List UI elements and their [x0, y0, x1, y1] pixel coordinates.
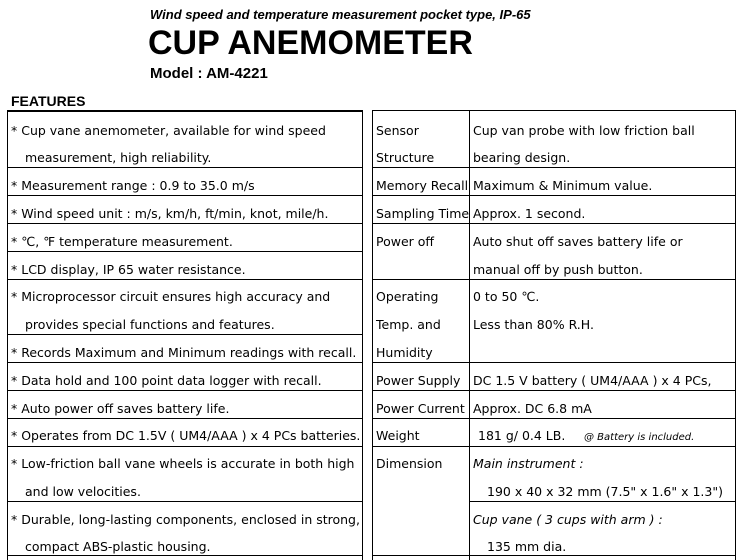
feature-item: * Low-friction ball vane wheels is accurate in both high	[11, 456, 355, 471]
spec-label: Power off	[376, 234, 435, 249]
spec-label: Memory Recall	[376, 178, 469, 193]
feature-item-continuation: provides special functions and features.	[25, 317, 275, 332]
model-number: Model : AM-4221	[150, 65, 268, 82]
specs-row-divider	[372, 446, 736, 447]
spec-label: Sensor	[376, 123, 419, 138]
features-table-top-border	[7, 110, 363, 112]
spec-label: Temp. and	[376, 317, 441, 332]
page-subtitle: Wind speed and temperature measurement pocket type, IP-65	[150, 7, 531, 22]
spec-value: DC 1.5 V battery ( UM4/AAA ) x 4 PCs,	[473, 373, 712, 388]
spec-value: manual off by push button.	[473, 262, 643, 277]
features-row-divider	[7, 418, 363, 419]
specs-row-divider	[372, 555, 736, 556]
features-row-divider	[7, 195, 363, 196]
spec-value: Approx. 1 second.	[473, 206, 586, 221]
feature-item: * Records Maximum and Minimum readings with recall.	[11, 345, 357, 360]
spec-label: Weight	[376, 428, 420, 443]
spec-note: @ Battery is included.	[584, 432, 695, 443]
spec-value: bearing design.	[473, 150, 571, 165]
specs-table-top-border	[372, 110, 736, 111]
feature-item: * Microprocessor circuit ensures high accuracy and	[11, 289, 331, 304]
feature-item-continuation: and low velocities.	[25, 484, 141, 499]
features-row-divider	[7, 555, 363, 556]
spec-value: 0 to 50 ℃.	[473, 289, 540, 304]
feature-item: * Measurement range : 0.9 to 35.0 m/s	[11, 178, 255, 193]
spec-label: Operating	[376, 289, 439, 304]
page-title: CUP ANEMOMETER	[148, 24, 473, 62]
spec-value: Cup vane ( 3 cups with arm ) :	[473, 512, 663, 527]
specs-table-right-border	[735, 110, 736, 560]
feature-item: * ℃, ℉ temperature measurement.	[11, 234, 233, 249]
spec-value: Approx. DC 6.8 mA	[473, 401, 592, 416]
feature-item: * Durable, long-lasting components, enclosed in strong,	[11, 512, 360, 527]
spec-value: Maximum & Minimum value.	[473, 178, 653, 193]
spec-label: Sampling Time	[376, 206, 470, 221]
spec-label: Power Current	[376, 401, 465, 416]
features-row-divider	[7, 223, 363, 224]
features-row-divider	[7, 446, 363, 447]
specs-row-divider	[372, 418, 736, 419]
features-row-divider	[7, 251, 363, 252]
specs-row-divider	[372, 279, 736, 280]
specs-row-divider	[372, 223, 736, 224]
specs-row-divider	[372, 195, 736, 196]
specs-row-divider	[372, 362, 736, 363]
features-row-divider	[7, 334, 363, 335]
spec-value: Auto shut off saves battery life or	[473, 234, 683, 249]
features-row-divider	[7, 501, 363, 502]
features-table-right-border	[362, 110, 363, 560]
spec-value: Less than 80% R.H.	[473, 317, 594, 332]
feature-item: * Cup vane anemometer, available for wind speed	[11, 123, 326, 138]
specs-row-divider	[470, 501, 736, 502]
feature-item: * LCD display, IP 65 water resistance.	[11, 262, 246, 277]
specs-table-left-border	[372, 110, 373, 560]
spec-label: Dimension	[376, 456, 443, 471]
spec-value: Cup van probe with low friction ball	[473, 123, 695, 138]
spec-value: Main instrument :	[473, 456, 584, 471]
feature-item: * Wind speed unit : m/s, km/h, ft/min, knot, mile/h.	[11, 206, 329, 221]
spec-label: Humidity	[376, 345, 433, 360]
specs-table-column-divider	[469, 110, 470, 560]
features-row-divider	[7, 167, 363, 168]
spec-value: 135 mm dia.	[487, 539, 567, 554]
features-row-divider	[7, 390, 363, 391]
spec-label: Structure	[376, 150, 435, 165]
features-row-divider	[7, 362, 363, 363]
feature-item: * Auto power off saves battery life.	[11, 401, 230, 416]
spec-label: Power Supply	[376, 373, 461, 388]
features-table-left-border	[7, 110, 8, 560]
feature-item: * Data hold and 100 point data logger with recall.	[11, 373, 322, 388]
feature-item: * Operates from DC 1.5V ( UM4/AAA ) x 4 PCs batteries.	[11, 428, 361, 443]
feature-item-continuation: measurement, high reliability.	[25, 150, 212, 165]
features-row-divider	[7, 279, 363, 280]
features-heading: FEATURES	[11, 93, 86, 109]
feature-item-continuation: compact ABS-plastic housing.	[25, 539, 211, 554]
specs-row-divider	[372, 390, 736, 391]
spec-value: 190 x 40 x 32 mm (7.5" x 1.6" x 1.3")	[487, 484, 723, 499]
spec-value: 181 g/ 0.4 LB.	[478, 428, 566, 443]
specs-row-divider	[372, 167, 736, 168]
